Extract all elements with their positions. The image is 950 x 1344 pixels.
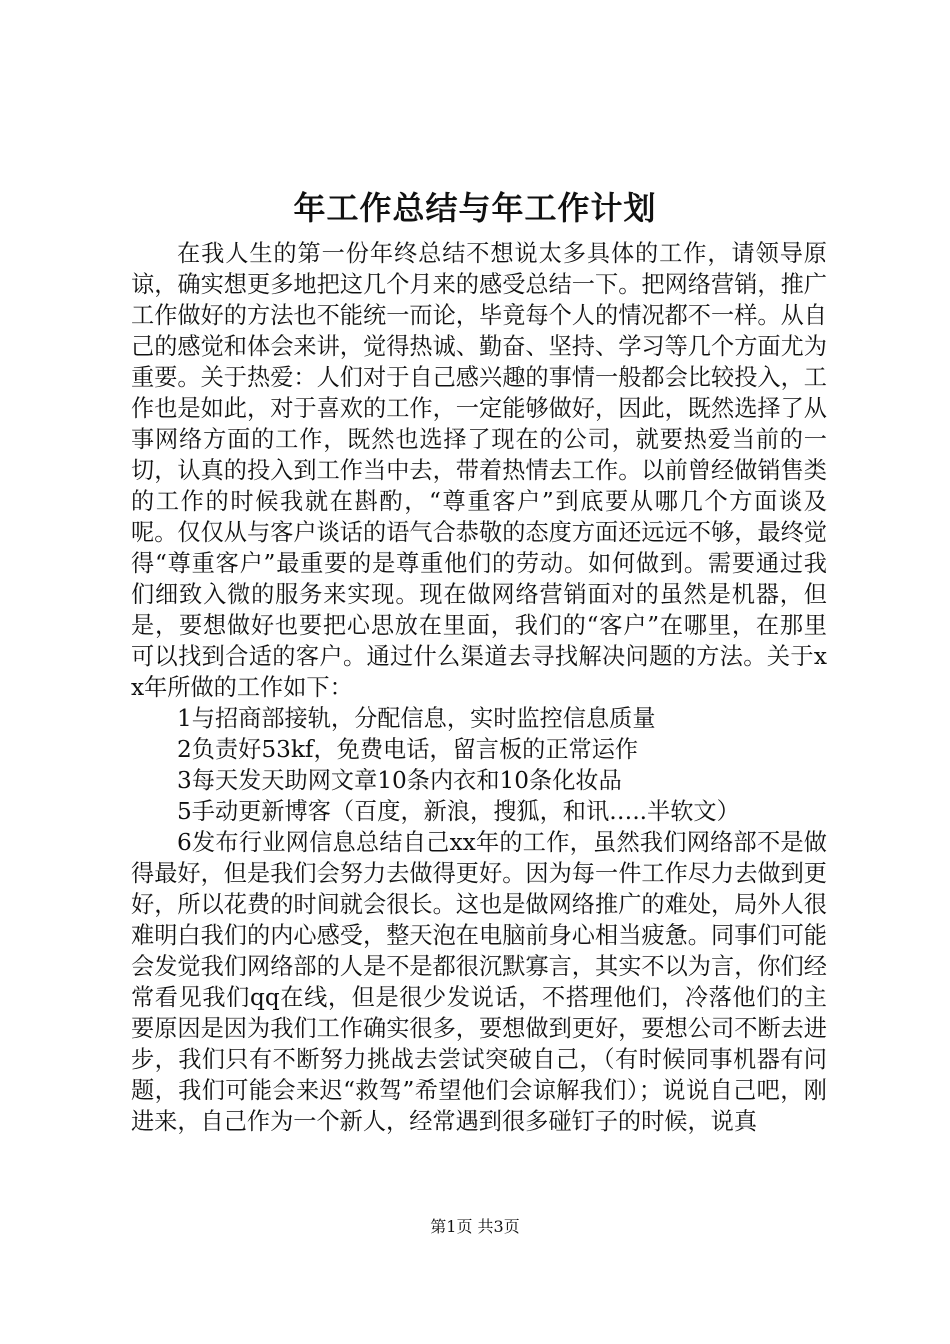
list-item: 5手动更新博客（百度，新浪，搜狐，和讯…..半软文） xyxy=(177,798,740,825)
paragraph-intro: 在我人生的第一份年终总结不想说太多具体的工作，请领导原谅，确实想更多地把这几个月来的感受总结一下。把网络营销，推广工作做好的方法也不能统一而论，毕竟每个人的情况都不一样。从自己的感觉和体会来讲，觉得热诚、勤奋、坚持、学习等几个方面尤为重要。关于热爱：人们对于自己感兴趣的事情一般都会比较投入，工作也是如此，对于喜欢的工作，一定能够做好，因此，既然选择了从事网络方面的工作，既然也选择了现在的公司，就要热爱当前的一切，认真的投入到工作当中去，带着热情去工作。以前曾经做销售类的工作的时候我就在斟酌，“尊重客户”到底要从哪几个方面谈及呢。仅仅从与客户谈话的语气合恭敬的态度方面还远远不够，最终觉得“尊重客户”最重要的是尊重他们的劳动。如何做到。需要通过我们细致入微的服务来实现。现在做网络营销面对的虽然是机器，但是，要想做好也要把心思放在里面，我们的“客户”在哪里，在那里可以找到合适的客户。通过什么渠道去寻找解决问题的方法。关于xx年所做的工作如下： xyxy=(131,240,827,701)
list-item: 1与招商部接轨，分配信息，实时监控信息质量 xyxy=(177,705,656,732)
document-body xyxy=(131,238,827,1137)
list-item: 3每天发天助网文章10条内衣和10条化妆品 xyxy=(177,767,622,794)
list-item: 2负责好53kf，免费电话，留言板的正常运作 xyxy=(177,736,639,763)
page-footer: 第1页 共3页 xyxy=(430,1217,520,1236)
document-title: 年工作总结与年工作计划 xyxy=(293,189,657,227)
paragraph-summary: 6发布行业网信息总结自己xx年的工作，虽然我们网络部不是做得最好，但是我们会努力去做得更好。因为每一件工作尽力去做到更好，所以花费的时间就会很长。这也是做网络推广的难处，局外人很难明白我们的内心感受，整天泡在电脑前身心相当疲惫。同事们可能会发觉我们网络部的人是不是都很沉默寡言，其实不以为言，你们经常看见我们qq在线，但是很少发说话，不搭理他们，冷落他们的主要原因是因为我们工作确实很多，要想做到更好，要想公司不断去进步，我们只有不断努力挑战去尝试突破自己，（有时候同事机器有问题，我们可能会来迟“救驾”希望他们会谅解我们）；说说自己吧，刚进来，自己作为一个新人，经常遇到很多碰钉子的时候，说真 xyxy=(131,829,827,1135)
